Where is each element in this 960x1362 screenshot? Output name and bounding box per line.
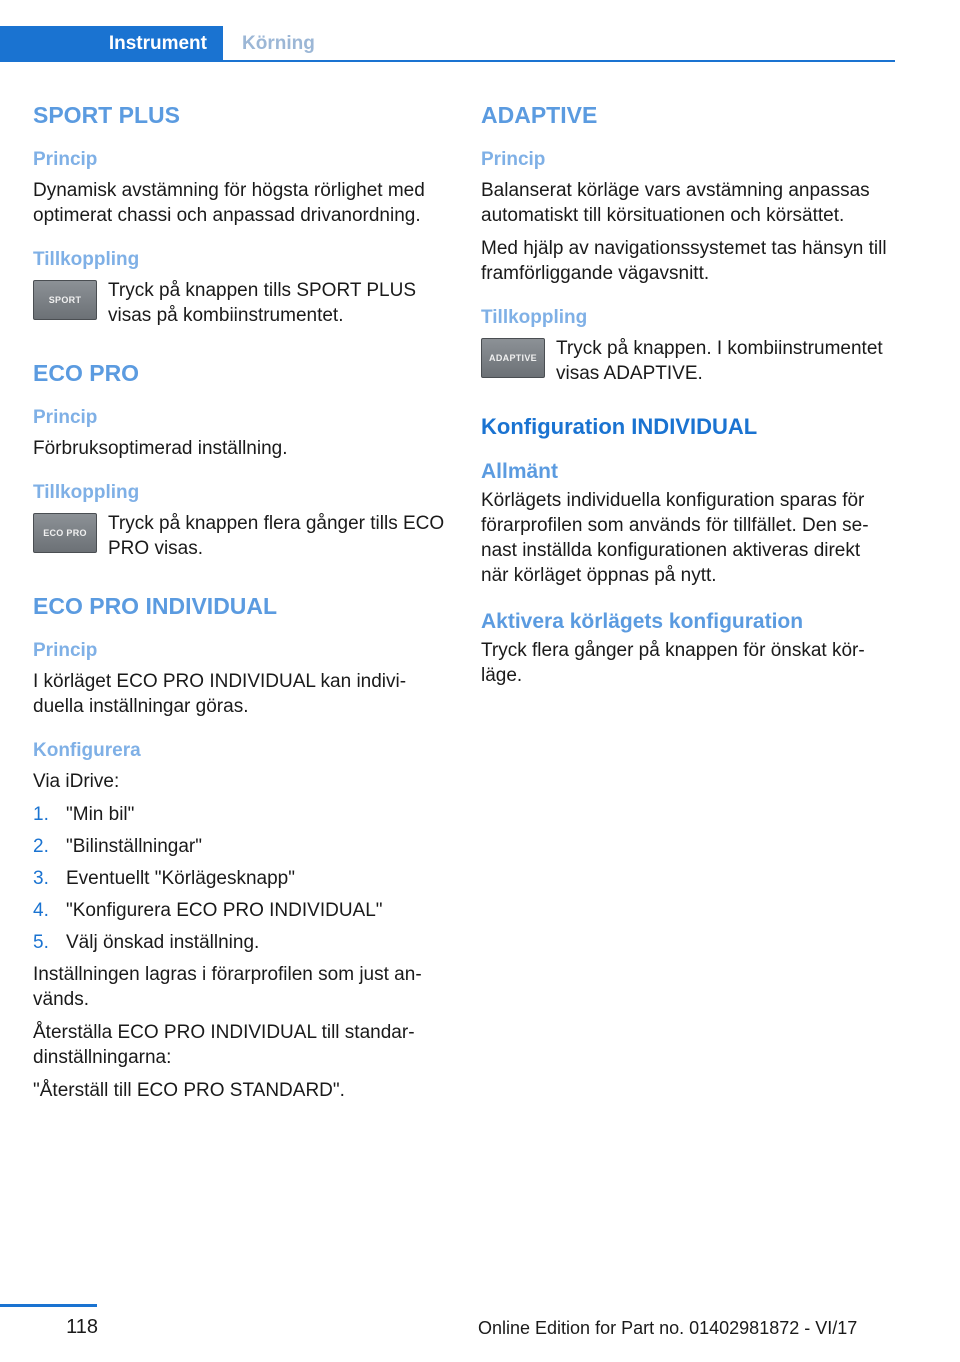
paragraph: Förbruksoptimerad inställning.	[33, 438, 288, 459]
section-title-eco-pro-individual: ECO PRO INDIVIDUAL	[33, 593, 278, 619]
list-text: "Bilinställningar"	[66, 836, 202, 857]
subheading-princip: Princip	[481, 149, 546, 170]
subheading-tillkoppling: Tillkoppling	[33, 482, 140, 503]
paragraph: Via iDrive:	[33, 771, 120, 792]
right-column	[481, 100, 891, 696]
list-number: 1.	[33, 804, 49, 825]
list-item	[33, 898, 447, 923]
tab-instrument[interactable]: Instrument	[0, 26, 223, 62]
eco-pro-button-image: ECO PRO	[33, 513, 97, 553]
paragraph: Inställningen lagras i förarprofilen som just används.	[33, 964, 422, 1010]
button-instruction	[33, 278, 447, 328]
button-instruction	[33, 511, 447, 561]
button-instruction-text: Tryck på knappen. I kombiinstrumentet visas ADAPTIVE.	[556, 338, 883, 384]
subheading-aktivera: Aktivera körlägets konfiguration	[481, 610, 804, 633]
list-text: Välj önskad inställning.	[66, 932, 260, 953]
paragraph: Körlägets individuella konfiguration sparas för förarprofilen som används för tillfället. Den senast inställda konfigurationen aktiveras direkt när körläget öppnas på nytt.	[481, 490, 869, 586]
list-item	[33, 802, 447, 827]
section-title-adaptive: ADAPTIVE	[481, 102, 598, 128]
tab-korning[interactable]: Körning	[242, 33, 315, 54]
subheading-princip: Princip	[33, 640, 98, 661]
list-number: 3.	[33, 868, 49, 889]
list-number: 2.	[33, 836, 49, 857]
paragraph: I körläget ECO PRO INDIVIDUAL kan individuella inställningar göras.	[33, 671, 407, 717]
subheading-princip: Princip	[33, 407, 98, 428]
list-number: 4.	[33, 900, 49, 921]
paragraph: "Återställ till ECO PRO STANDARD".	[33, 1080, 345, 1101]
subheading-konfigurera: Konfigurera	[33, 740, 141, 761]
list-text: "Konfigurera ECO PRO INDIVIDUAL"	[66, 900, 383, 921]
list-item	[33, 834, 447, 859]
list-text: "Min bil"	[66, 804, 135, 825]
edition-text: Online Edition for Part no. 01402981872 - VI/17	[478, 1318, 858, 1338]
subheading-tillkoppling: Tillkoppling	[33, 249, 140, 270]
list-text: Eventuellt "Körlägesknapp"	[66, 868, 295, 889]
paragraph: Med hjälp av navigationssystemet tas hänsyn till framförliggande vägavsnitt.	[481, 238, 887, 284]
button-instruction-text: Tryck på knappen tills SPORT PLUS visas på kombiinstrumentet.	[108, 280, 416, 326]
section-title-individual: Konfiguration INDIVIDUAL	[481, 414, 758, 439]
steps-list	[33, 802, 447, 955]
list-item	[33, 930, 447, 955]
list-item	[33, 866, 447, 891]
paragraph: Dynamisk avstämning för högsta rörlighet med optimerat chassi och anpassad drivanordning.	[33, 180, 425, 226]
sport-button-image: SPORT	[33, 280, 97, 320]
paragraph: Återställa ECO PRO INDIVIDUAL till standardinställningarna:	[33, 1022, 415, 1068]
adaptive-button-image: ADAPTIVE	[481, 338, 545, 378]
left-column	[33, 100, 447, 1111]
button-instruction-text: Tryck på knappen flera gånger tills ECO PRO visas.	[108, 513, 445, 559]
subheading-princip: Princip	[33, 149, 98, 170]
paragraph: Tryck flera gånger på knappen för önskat körläge.	[481, 640, 865, 686]
paragraph: Balanserat körläge vars avstämning anpassas automatiskt till körsituationen och körsättet.	[481, 180, 870, 226]
page-number: 118	[66, 1316, 98, 1338]
header-tabs	[0, 26, 895, 62]
section-title-sport-plus: SPORT PLUS	[33, 102, 180, 128]
button-instruction	[481, 336, 891, 386]
list-number: 5.	[33, 932, 49, 953]
footer-accent-line	[0, 1304, 97, 1307]
subheading-tillkoppling: Tillkoppling	[481, 307, 588, 328]
subheading-allmant: Allmänt	[481, 460, 559, 483]
section-title-eco-pro: ECO PRO	[33, 360, 140, 386]
